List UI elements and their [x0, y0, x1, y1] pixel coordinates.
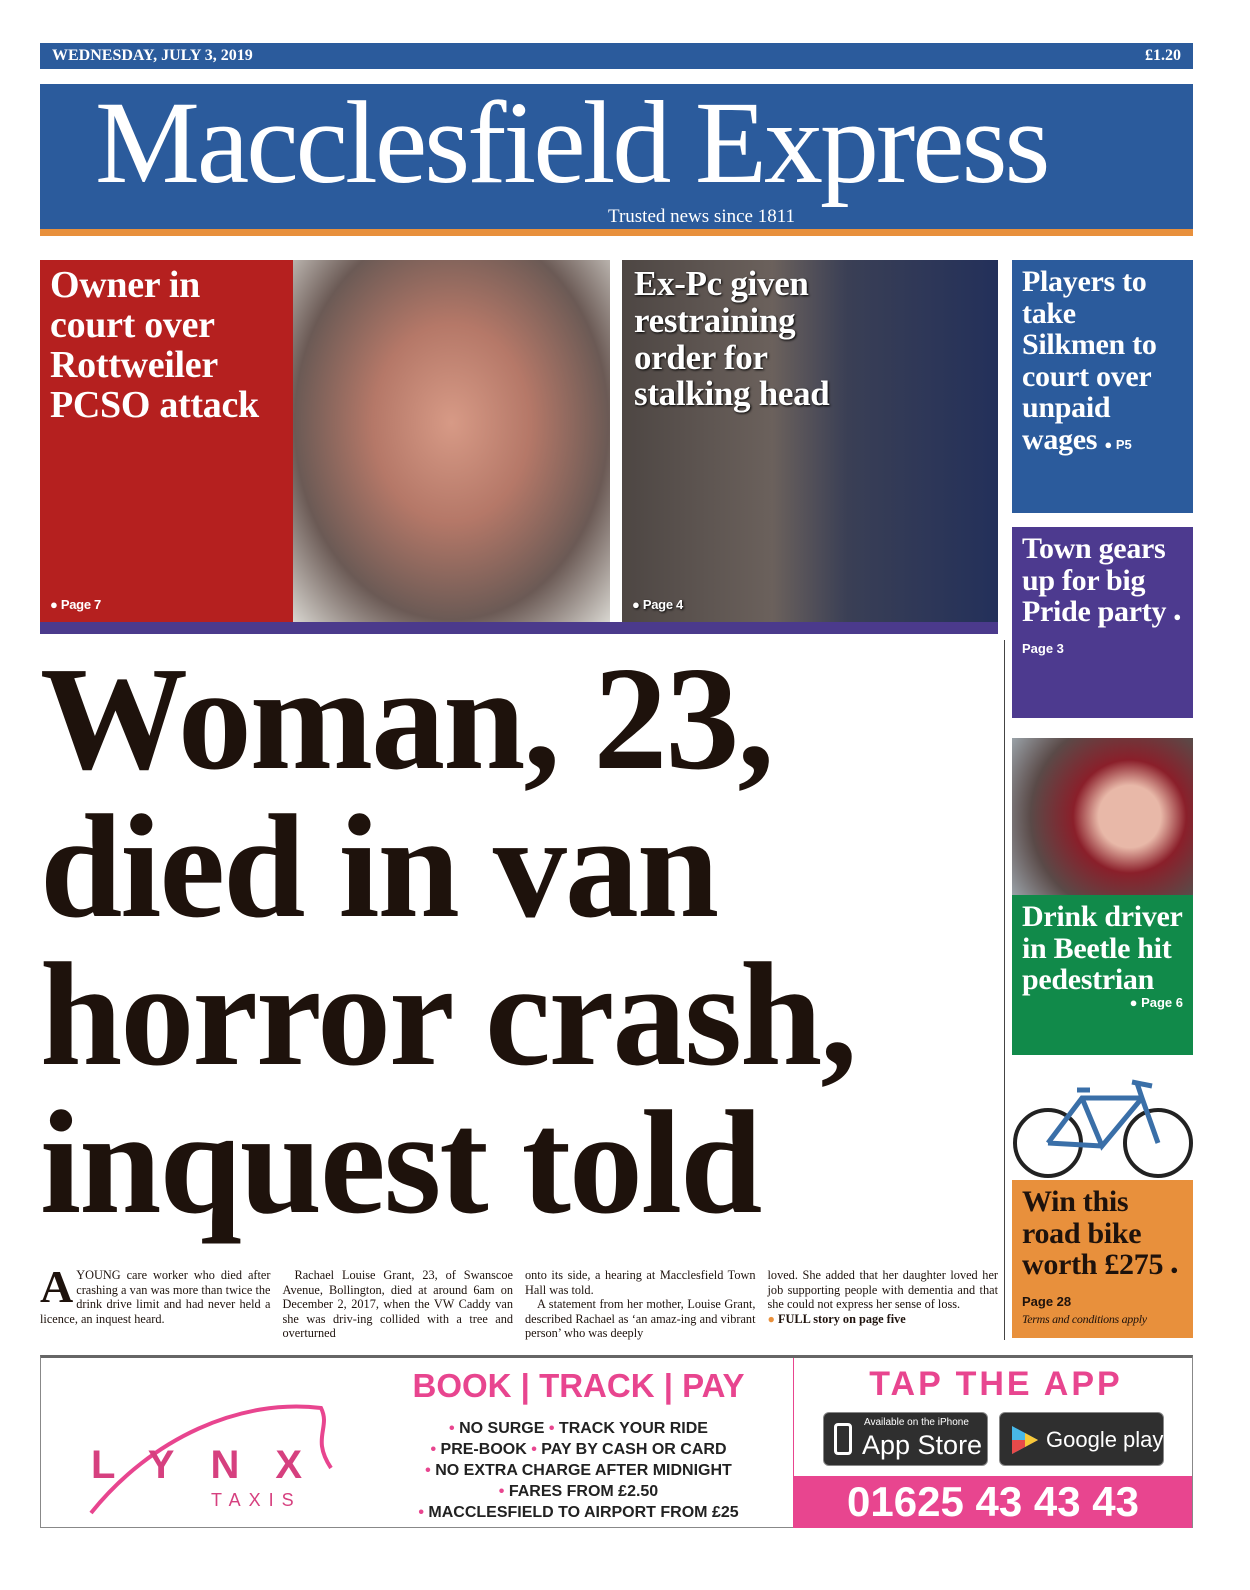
- column-rule: [1004, 640, 1005, 1340]
- lynx-taxis-advert[interactable]: LYNX TAXIS BOOK | TRACK | PAY • NO SURGE • TRACK YOUR RIDE • PRE-BOOK • PAY BY CASH OR CARD • NO EXTRA CHARGE AFTER MIDNIGHT • FARES FROM £2.50 • MACCLESFIELD TO AIRPORT FROM £25 TAP THE APP Available on the iPhone App Store Google play 01625 43 43 43: [40, 1355, 1193, 1528]
- google-play-badge[interactable]: Google play: [999, 1412, 1164, 1466]
- story-col-2: Rachael Louise Grant, 23, of Swanscoe Avenue, Bollington, died at around 6am on December 2, 2017, when the VW Caddy van she was driv-ing collided with a tree and overturned: [282, 1268, 513, 1340]
- page-ref: Page 6: [1141, 994, 1183, 1010]
- slogan-book: BOOK: [412, 1367, 512, 1404]
- teaser-drink-driver[interactable]: Drink driver in Beetle hit pedestrian ● Page 6: [1012, 895, 1193, 1055]
- teaser-headline: Owner in court over Rottweiler PCSO attack: [50, 264, 259, 426]
- teaser-headline: Ex-Pc given restraining order for stalking head: [634, 264, 830, 414]
- story-col-3a: onto its side, a hearing at Macclesfield Town Hall was told.: [525, 1268, 756, 1297]
- teaser-headline: Town gears up for big Pride party: [1022, 532, 1167, 628]
- defendant-photo: [293, 260, 610, 622]
- teaser-headline: Players to take Silkmen to court over unpaid wages: [1022, 265, 1157, 456]
- slogan-track: TRACK: [539, 1367, 655, 1404]
- terms: Terms and conditions apply: [1022, 1312, 1147, 1326]
- newspaper-title: Macclesfield Express: [95, 77, 1048, 208]
- page-ref: Page 7: [60, 597, 101, 612]
- divider: [40, 622, 998, 634]
- teaser-headline: Drink driver in Beetle hit pedestrian: [1022, 900, 1183, 996]
- play-store-icon: [1010, 1424, 1040, 1456]
- app-store-badge[interactable]: Available on the iPhone App Store: [823, 1412, 988, 1466]
- issue-date: WEDNESDAY, JULY 3, 2019: [52, 47, 253, 64]
- iphone-icon: [834, 1423, 852, 1455]
- teaser-players[interactable]: Players to take Silkmen to court over unpaid wages ● P5: [1012, 260, 1193, 513]
- date-bar: [40, 43, 1193, 69]
- continued-link[interactable]: FULL story on page five: [778, 1311, 906, 1326]
- slogan-pay: PAY: [682, 1367, 745, 1404]
- cta-tap-the-app: TAP THE APP: [869, 1365, 1123, 1403]
- page-ref: Page 28: [1022, 1293, 1072, 1309]
- pride-photo: [1012, 738, 1193, 895]
- drop-cap: A: [40, 1261, 74, 1312]
- lead-story: AYOUNG care worker who died after crashing a van was more than twice the drink drive limit and had never held a licence, an inquest heard. Rachael Louise Grant, 23, of Swanscoe Avenue, Bollington, died at around 6am on December 2, 2017, when the VW Caddy van she was driv-ing collided with a tree and overturned onto its side, a hearing at Macclesfield Town Hall was told. A statement from her mother, Louise Grant, described Rachael as ‘an amaz-ing and vibrant person’ who was deeply loved. She added that her daughter loved her job supporting people with dementia and that she could not express her sense of loss. ● FULL story on page five: [40, 1261, 998, 1340]
- teaser-headline: Win this road bike worth £275: [1022, 1185, 1164, 1281]
- page-ref: Page 4: [642, 597, 683, 612]
- page-ref: Page 3: [1022, 640, 1064, 656]
- phone-number[interactable]: 01625 43 43 43: [794, 1476, 1192, 1528]
- cover-price: £1.20: [1145, 47, 1181, 64]
- story-col-3b: A statement from her mother, Louise Grant, described Rachael as ‘an amaz-ing and vibrant person’ who was deeply: [525, 1297, 756, 1340]
- bike-photo: [1012, 1068, 1193, 1180]
- competition-bike[interactable]: Win this road bike worth £275 ● Page 28 Terms and conditions apply: [1012, 1180, 1193, 1338]
- teaser-rottweiler[interactable]: Owner in court over Rottweiler PCSO attack ● Page 7: [40, 260, 293, 622]
- story-col-1: YOUNG care worker who died after crashing a van was more than twice the drink drive limit and had never held a licence, an inquest heard.: [40, 1268, 271, 1326]
- feature-list: • NO SURGE • TRACK YOUR RIDE • PRE-BOOK • PAY BY CASH OR CARD • NO EXTRA CHARGE AFTER MIDNIGHT • FARES FROM £2.50 • MACCLESFIELD TO AIRPORT FROM £25: [418, 1420, 739, 1521]
- page-ref: P5: [1115, 436, 1132, 452]
- tagline: Trusted news since 1811: [608, 206, 796, 227]
- story-col-4: loved. She added that her daughter loved her job supporting people with dementia and that she could not express her sense of loss.: [767, 1268, 998, 1311]
- masthead: [40, 77, 1193, 236]
- teaser-pride[interactable]: Town gears up for big Pride party ● Page 3: [1012, 527, 1193, 718]
- lynx-logo: LYNX TAXIS: [61, 1378, 361, 1518]
- lead-headline: Woman, 23, died in van horror crash, inquest told: [40, 637, 856, 1245]
- teaser-ex-pc[interactable]: Ex-Pc given restraining order for stalking head ● Page 4: [622, 260, 998, 622]
